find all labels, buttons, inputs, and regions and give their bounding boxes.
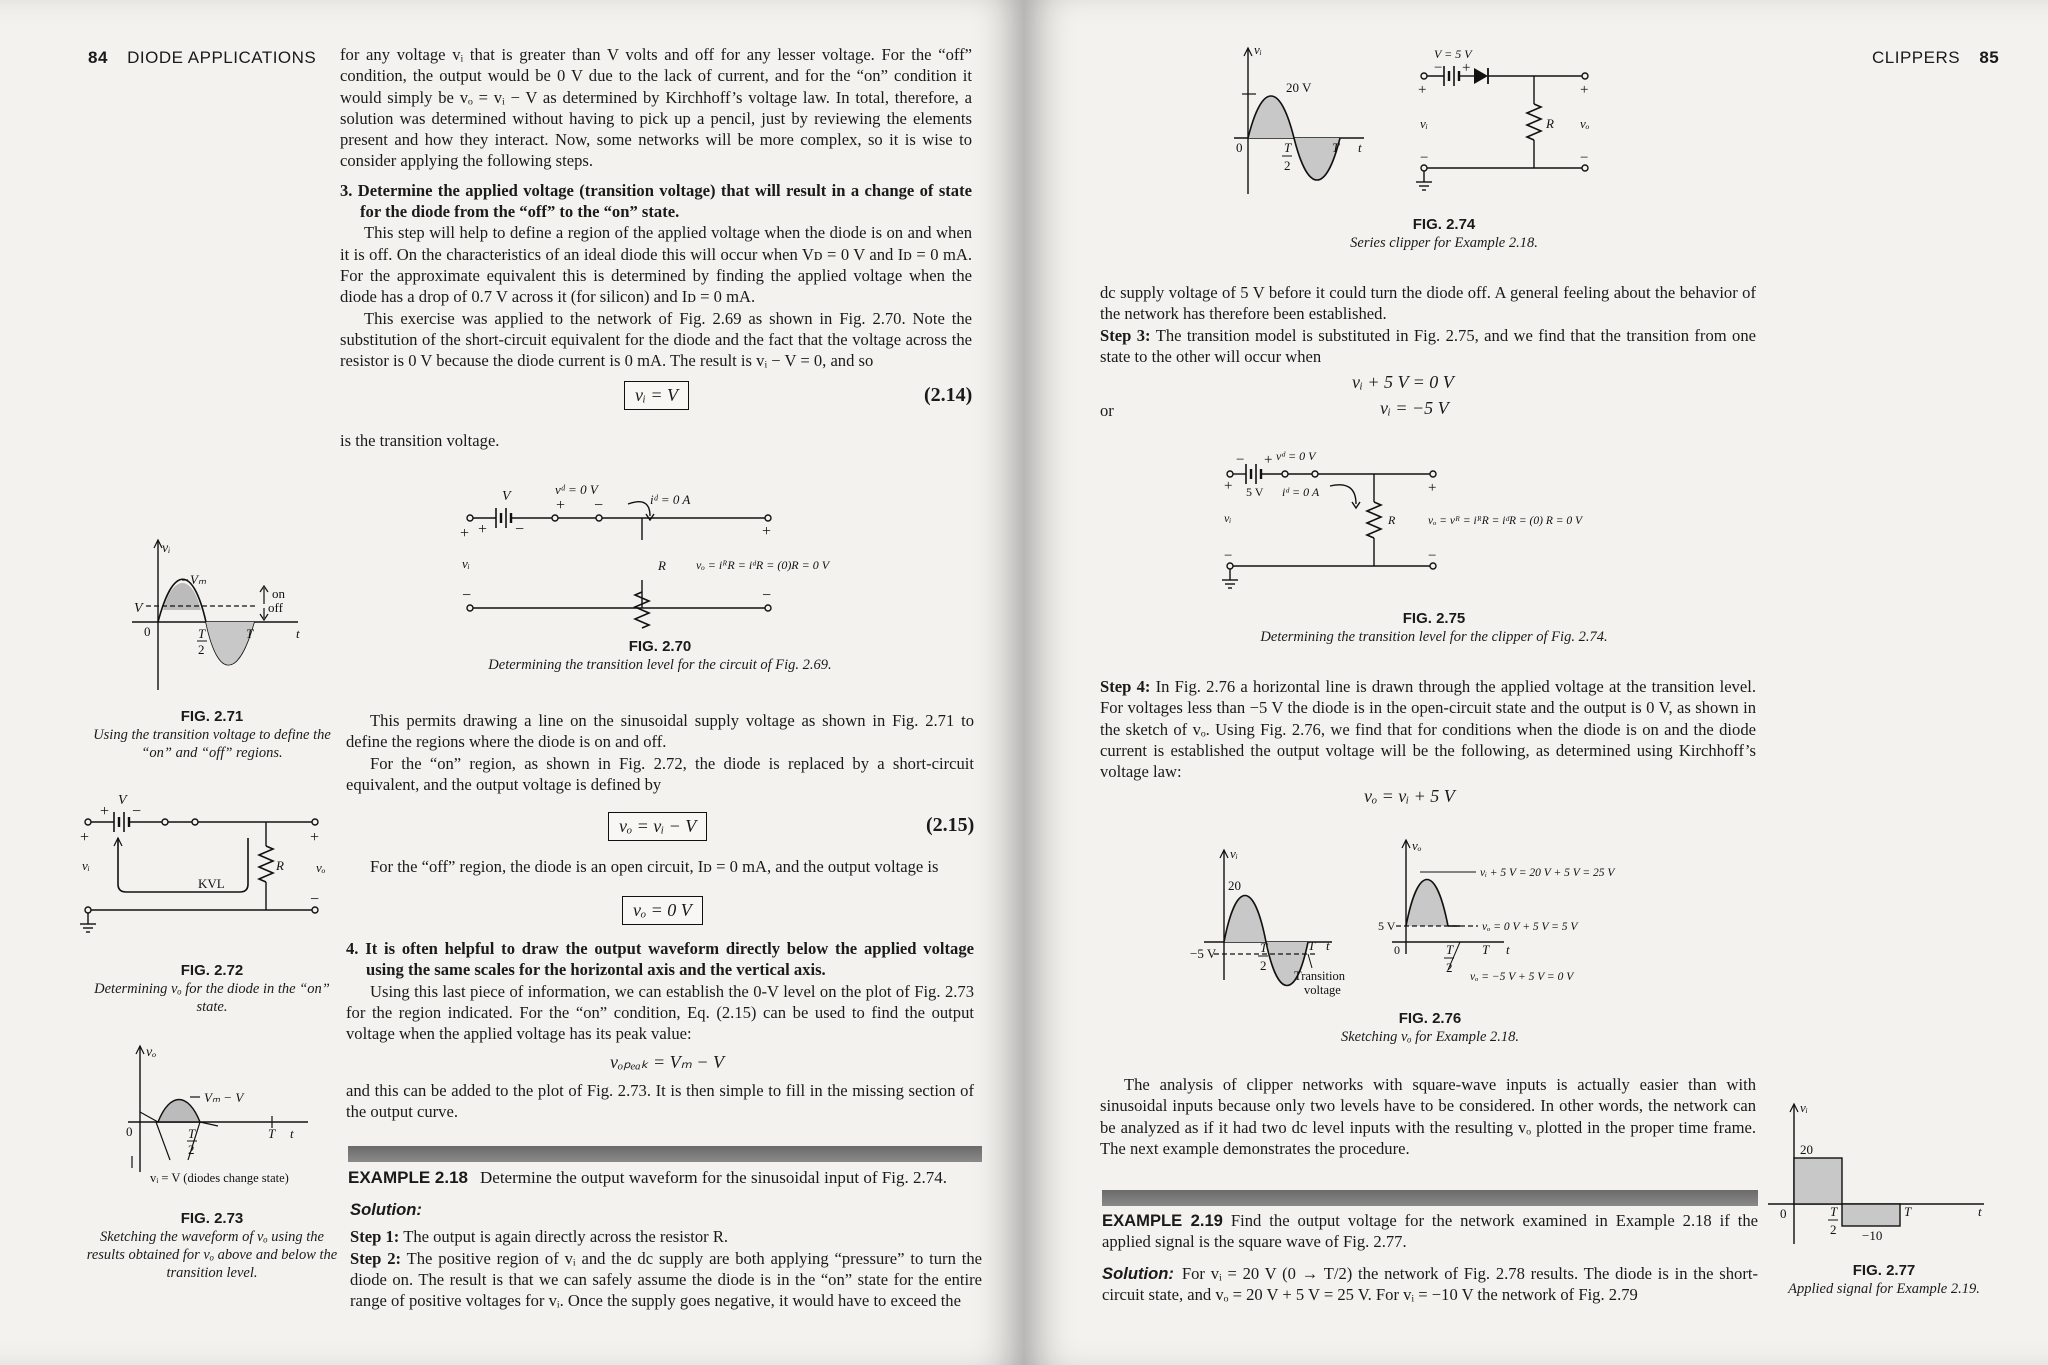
fig-2-75-caption: [1214, 610, 1654, 646]
fig273-vo-label: vₒ: [146, 1045, 157, 1060]
fig274-minus-batt: −: [1434, 60, 1443, 76]
fig-2-73-caption: [84, 1210, 340, 1282]
fig274-zero-label: 0: [1236, 140, 1243, 155]
fig-2-77-square-wave: [1764, 1094, 2004, 1254]
fig276-5V-label: 5 V: [1378, 919, 1396, 933]
fig270-V-label: V: [502, 489, 511, 504]
fig274-V-label: V = 5 V: [1434, 47, 1472, 61]
step3-text-right: The transition model is substituted in Fig. 2.75, and we find that the transition from one state to the other will occur when: [1100, 325, 1757, 366]
fig272-plus-in: +: [80, 829, 90, 846]
equation-vi-plus-5: vᵢ + 5 V = 0 V: [1352, 372, 1454, 392]
fig271-off-label: off: [268, 600, 283, 615]
example-2-19-block: [1102, 1210, 1758, 1305]
fig-2-71-caption: [84, 708, 340, 762]
fig272-minus-out: −: [310, 891, 320, 908]
equation-vi-minus-5: vᵢ = −5 V: [1380, 398, 1449, 418]
para-on-region: For the “on” region, as shown in Fig. 2.72, the diode is replaced by a short-circuit equivalent, and the output voltage is defined by: [346, 753, 974, 794]
fig271-T2-den: 2: [198, 642, 205, 657]
fig271-on-label: on: [272, 586, 285, 601]
fig277-T-label: T: [1904, 1204, 1912, 1219]
fig-2-70-number: FIG. 2.70: [628, 638, 692, 655]
fig276-t-label: t: [1326, 938, 1330, 953]
fig274-minus-out: −: [1580, 150, 1589, 166]
fig270-minus-batt: −: [515, 521, 525, 538]
fig275-id-label: iᵈ = 0 A: [1282, 485, 1320, 499]
fig-2-74-diagram: [1234, 44, 1654, 204]
fig273-zero-label: 0: [126, 1124, 133, 1139]
fig274-minus-in: −: [1420, 150, 1429, 166]
fig-2-77-caption: [1764, 1262, 2004, 1298]
fig-2-71-waveform: [118, 540, 308, 700]
para-dc-supply: dc supply voltage of 5 V before it could turn the diode off. A general feeling about the behavior of the network has therefore been established.: [1100, 283, 1756, 324]
para-off-region: For the “off” region, the diode is an open circuit, Iᴅ = 0 mA, and the output voltage is: [370, 857, 939, 876]
fig274-amp-label: 20 V: [1286, 80, 1312, 95]
fig273-T-label: T: [268, 1126, 276, 1141]
fig274-T-label: T: [1332, 140, 1340, 155]
para-added: and this can be added to the plot of Fig. 2.73. It is then simple to fill in the missing section of the output curve.: [346, 1081, 974, 1122]
fig-2-76-caption: [1250, 1010, 1610, 1046]
fig276-annotation-2: vₒ = 0 V + 5 V = 5 V: [1482, 921, 1578, 933]
fig276-T-label-out: T: [1482, 942, 1490, 957]
fig272-V-label: V: [118, 793, 127, 808]
fig275-plus-out: +: [1428, 480, 1437, 496]
fig271-T2-num: T: [198, 626, 206, 641]
fig277-T2-num: T: [1830, 1204, 1838, 1219]
step3-paragraph-2: This exercise was applied to the network of Fig. 2.69 as shown in Fig. 2.70. Note the substitution of the short-circuit equivalent for the diode and the fact that the voltage across the resistor is 0 V because the diode current is 0 mA. The result is vᵢ − V = 0, and so: [340, 308, 972, 371]
example-2-18-bar: [348, 1146, 982, 1162]
fig-2-77-description: Applied signal for Example 2.19.: [1788, 1281, 1980, 1297]
solution-text-right: For vᵢ = 20 V (0 → T/2) the network of Fig. 2.78 results. The diode is in the short-circuit state, and vₒ = 20 V + 5 V = 25 V. For vᵢ = −10 V the network of Fig. 2.79: [1102, 1263, 1758, 1304]
fig-2-71-description: Using the transition voltage to define the “on” and “off” regions.: [93, 727, 331, 761]
fig270-minus-in: −: [462, 587, 472, 604]
step2-text: The positive region of vᵢ and the dc supply are both applying “pressure” to turn the diode on. The result is that we can safely assume the diode is in the “on” state for the entire range of positive voltages for vᵢ. Once the supply goes negative, it would have to exceed the: [350, 1248, 982, 1311]
fig276-zero-label: 0: [1394, 943, 1400, 957]
fig271-Vm-label: Vₘ: [190, 572, 207, 587]
fig274-plus-batt: +: [1462, 60, 1471, 76]
equation-2-14: vᵢ = V: [624, 381, 689, 410]
example-2-19-text: Find the output voltage for the network examined in Example 2.18 if the applied signal is the square wave of Fig. 2.77.: [1102, 1211, 1758, 1252]
fig274-R-label: R: [1546, 116, 1554, 131]
fig-2-74-description: Series clipper for Example 2.18.: [1350, 235, 1538, 251]
fig272-KVL-label: KVL: [198, 876, 225, 891]
fig275-vo-label: vₒ = vᴿ = iᴿR = iᵈR = (0) R = 0 V: [1428, 515, 1583, 527]
fig271-zero-label: 0: [144, 624, 151, 639]
para-square-wave-wrap: [1100, 1074, 1756, 1159]
fig276-20-label: 20: [1228, 878, 1241, 893]
fig277-T2-den: 2: [1830, 1222, 1837, 1237]
fig-2-73-waveform: [118, 1042, 338, 1192]
fig270-vd-minus: −: [594, 497, 604, 514]
fig272-R-label: R: [276, 858, 284, 873]
equation-vo-zero: vₒ = 0 V: [622, 896, 703, 925]
fig271-vi-label: vᵢ: [162, 541, 171, 556]
fig-2-71-number: FIG. 2.71: [180, 708, 244, 725]
equation-2-14-number: (2.14): [924, 384, 973, 406]
left-chapter-title: DIODE APPLICATIONS: [127, 48, 317, 67]
fig277-20-label: 20: [1800, 1142, 1813, 1157]
fig276-T2-num-out: T: [1446, 942, 1454, 957]
para-permits: This permits drawing a line on the sinusoidal supply voltage as shown in Fig. 2.71 to define the regions where the diode is on and off.: [346, 711, 974, 752]
fig275-plus-batt: +: [1264, 452, 1273, 468]
step2-label: Step 2:: [350, 1248, 402, 1268]
fig276-vo-label: vₒ: [1412, 838, 1422, 853]
fig275-vd-label: vᵈ = 0 V: [1276, 449, 1316, 463]
fig276-T2-num: T: [1260, 940, 1268, 955]
fig276-m5V-label: −5 V: [1190, 946, 1217, 961]
step4-paragraph: Using this last piece of information, we can establish the 0-V level on the plot of Fig. 2.73 for the region indicated. For the “on” condition, Eq. (2.15) can be used to find the output voltage when the applied voltage has its peak value:: [346, 981, 974, 1044]
step3-label-right: Step 3:: [1100, 325, 1151, 345]
fig-2-70-caption: [470, 638, 850, 674]
fig273-VmV-label: Vₘ − V: [204, 1090, 244, 1105]
equation-2-15-number: (2.15): [926, 814, 975, 836]
solution-label-left: Solution:: [350, 1200, 422, 1219]
paragraph-continuation: for any voltage vᵢ that is greater than V volts and off for any lesser voltage. For the “off” condition, the output would be 0 V due to the lack of current, and for the “on” condition it would simply be vₒ = vᵢ − V as determined by Kirchhoff’s voltage law. In total, therefore, a solution was determined without having to pick up a pencil, just by reviewing the elements present and how they interact. Now, some networks will be more complex, so it is wise to consider applying the following steps.: [340, 45, 972, 171]
left-main-text-middle: [346, 710, 974, 795]
fig274-vo-label: vₒ: [1580, 116, 1590, 131]
fig273-note-label: vᵢ = V (diodes change state): [150, 1171, 289, 1185]
fig-2-72-circuit: [80, 790, 340, 940]
fig277-m10-label: −10: [1862, 1228, 1883, 1243]
left-main-text-step4: [346, 938, 974, 1044]
right-page: [1024, 0, 2048, 1365]
fig277-zero-label: 0: [1780, 1206, 1787, 1221]
fig270-plus-out: +: [762, 523, 772, 540]
fig270-plus-batt: +: [478, 521, 488, 538]
fig275-plus-in: +: [1224, 478, 1233, 494]
fig275-5V-label: 5 V: [1246, 485, 1264, 499]
example-2-18-heading: [348, 1168, 988, 1188]
fig270-vd-plus: +: [556, 497, 566, 514]
transition-voltage-text: is the transition voltage.: [340, 431, 500, 450]
step1-text: The output is again directly across the resistor R.: [403, 1227, 729, 1247]
fig272-vo-label: vₒ: [316, 860, 326, 875]
solution-label-right: Solution:: [1102, 1263, 1174, 1283]
fig274-T2-num: T: [1284, 140, 1292, 155]
right-running-header: [1872, 48, 1999, 68]
equation-vo-vi-plus-5: vₒ = vᵢ + 5 V: [1364, 786, 1455, 806]
fig275-minus-in: −: [1224, 548, 1233, 564]
fig272-plus-batt: +: [100, 803, 110, 820]
fig274-t-label: t: [1358, 140, 1362, 155]
fig-2-77-number: FIG. 2.77: [1852, 1262, 1916, 1279]
fig270-vo-label: vₒ = iᴿR = iᵈR = (0)R = 0 V: [696, 558, 830, 572]
para-square-wave: The analysis of clipper networks with square-wave inputs is actually easier than with sinusoidal inputs because only two levels have to be considered. In other words, the network can be analyzed as if it had two dc level inputs with the resulting vₒ plotted in the proper time frame. The next example demonstrates the procedure.: [1100, 1075, 1756, 1158]
fig273-T2-den: 2: [188, 1142, 195, 1157]
fig277-t-label: t: [1978, 1204, 1982, 1219]
step4-label-right: Step 4:: [1100, 677, 1151, 696]
right-chapter-title: CLIPPERS: [1872, 48, 1961, 67]
left-running-header: [88, 48, 316, 68]
or-word: or: [1100, 401, 1114, 420]
fig274-plus-in: +: [1418, 82, 1427, 98]
fig276-transition-label: Transition: [1294, 969, 1345, 983]
equation-2-15: vₒ = vᵢ − V: [608, 812, 707, 841]
example-2-18-label: EXAMPLE 2.18: [348, 1168, 468, 1187]
fig-2-74-caption: [1234, 216, 1654, 252]
fig270-plus-in: +: [460, 525, 470, 542]
right-page-number: 85: [1979, 48, 2000, 67]
fig275-minus-batt: −: [1236, 452, 1245, 468]
fig272-minus-batt: −: [132, 803, 142, 820]
fig274-vi-label: vᵢ: [1254, 42, 1262, 57]
step4-text-right: In Fig. 2.76 a horizontal line is drawn through the applied voltage at the transition level. For voltages less than −5 V the diode is in the open-circuit state and the output is 0 V, as shown in the sketch of vₒ. Using Fig. 2.76, we find that for conditions when the diode is on and the diode current is established the output voltage will be the following, as determined using Kirchhoff’s voltage law:: [1100, 677, 1756, 782]
fig-2-73-description: Sketching the waveform of vₒ using the results obtained for vₒ above and below the transition level.: [86, 1229, 338, 1281]
left-page-number: 84: [88, 48, 108, 67]
fig276-T2-den-out: 2: [1446, 960, 1453, 975]
fig275-R-label: R: [1388, 513, 1396, 527]
example-2-19-label: EXAMPLE 2.19: [1102, 1211, 1223, 1230]
fig271-t-label: t: [296, 626, 300, 641]
fig-2-72-number: FIG. 2.72: [180, 962, 244, 979]
example-2-19-bar: [1102, 1190, 1758, 1206]
fig275-vi-label: vᵢ: [1224, 511, 1232, 525]
fig-2-75-description: Determining the transition level for the clipper of Fig. 2.74.: [1260, 629, 1608, 645]
fig-2-70-description: Determining the transition level for the circuit of Fig. 2.69.: [488, 657, 832, 673]
fig-2-76-waveforms: [1184, 830, 1664, 1000]
fig270-id-label: iᵈ = 0 A: [650, 492, 691, 507]
para-off-region-wrap: [346, 856, 974, 877]
fig270-minus-out: −: [762, 587, 772, 604]
fig270-R-label: R: [658, 558, 666, 573]
fig275-minus-out: −: [1428, 548, 1437, 564]
fig277-vi-label: vᵢ: [1800, 1100, 1808, 1115]
fig276-T2-den: 2: [1260, 958, 1267, 973]
fig274-vi-circuit-label: vᵢ: [1420, 116, 1428, 131]
step4-heading: 4. It is often helpful to draw the output waveform directly below the applied voltage using the same scales for the horizontal axis and the vertical axis.: [346, 939, 974, 980]
step3-paragraph-1: This step will help to define a region of the applied voltage when the diode is on and when it is off. On the characteristics of an ideal diode this will occur when Vᴅ = 0 V and Iᴅ = 0 mA. For the approximate equivalent this is determined by finding the applied voltage when the diode has a drop of 0.7 V across it (for silicon) and Iᴅ = 0 mA.: [340, 223, 972, 307]
fig274-T2-den: 2: [1284, 158, 1291, 173]
example-2-18-text: Determine the output waveform for the sinusoidal input of Fig. 2.74.: [480, 1168, 947, 1187]
fig273-t-label: t: [290, 1126, 294, 1141]
fig-2-76-number: FIG. 2.76: [1398, 1010, 1462, 1027]
right-text-step4: [1100, 676, 1756, 782]
left-solution-text: [350, 1199, 982, 1311]
fig271-V-label: V: [134, 601, 143, 616]
fig272-vi-label: vᵢ: [82, 858, 90, 873]
fig276-t-label-out: t: [1506, 942, 1510, 957]
fig-2-72-description: Determining vₒ for the diode in the “on” state.: [94, 981, 330, 1015]
fig274-plus-out: +: [1580, 82, 1589, 98]
fig270-vd-label: vᵈ = 0 V: [555, 482, 598, 497]
fig276-voltage-label: voltage: [1304, 983, 1341, 997]
step3-heading: 3. Determine the applied voltage (transition voltage) that will result in a change of state for the diode from the “off” to the “on” state.: [340, 180, 972, 222]
left-main-text-top: [340, 44, 972, 371]
fig270-vi-label: vᵢ: [462, 556, 470, 571]
fig276-T-label: T: [1308, 938, 1316, 953]
fig-2-70-circuit: [460, 480, 880, 630]
fig272-plus-out: +: [310, 829, 320, 846]
fig273-T2-num: T: [188, 1126, 196, 1141]
fig271-T-label: T: [246, 626, 254, 641]
step1-label: Step 1:: [350, 1227, 400, 1247]
fig276-vi-label: vᵢ: [1230, 846, 1238, 861]
fig-2-75-number: FIG. 2.75: [1402, 610, 1466, 627]
fig-2-73-number: FIG. 2.73: [180, 1210, 244, 1227]
fig-2-75-circuit: [1222, 446, 1662, 596]
right-text-top: [1100, 282, 1756, 367]
fig-2-72-caption: [84, 962, 340, 1016]
fig-2-74-number: FIG. 2.74: [1412, 216, 1476, 233]
fig-2-76-description: Sketching vₒ for Example 2.18.: [1340, 1029, 1520, 1045]
equation-vo-peak: vₒₚₑₐₖ = Vₘ − V: [610, 1052, 724, 1072]
fig276-annotation-3: vₒ = −5 V + 5 V = 0 V: [1470, 971, 1574, 983]
fig276-annotation-1: vᵢ + 5 V = 20 V + 5 V = 25 V: [1480, 867, 1615, 879]
